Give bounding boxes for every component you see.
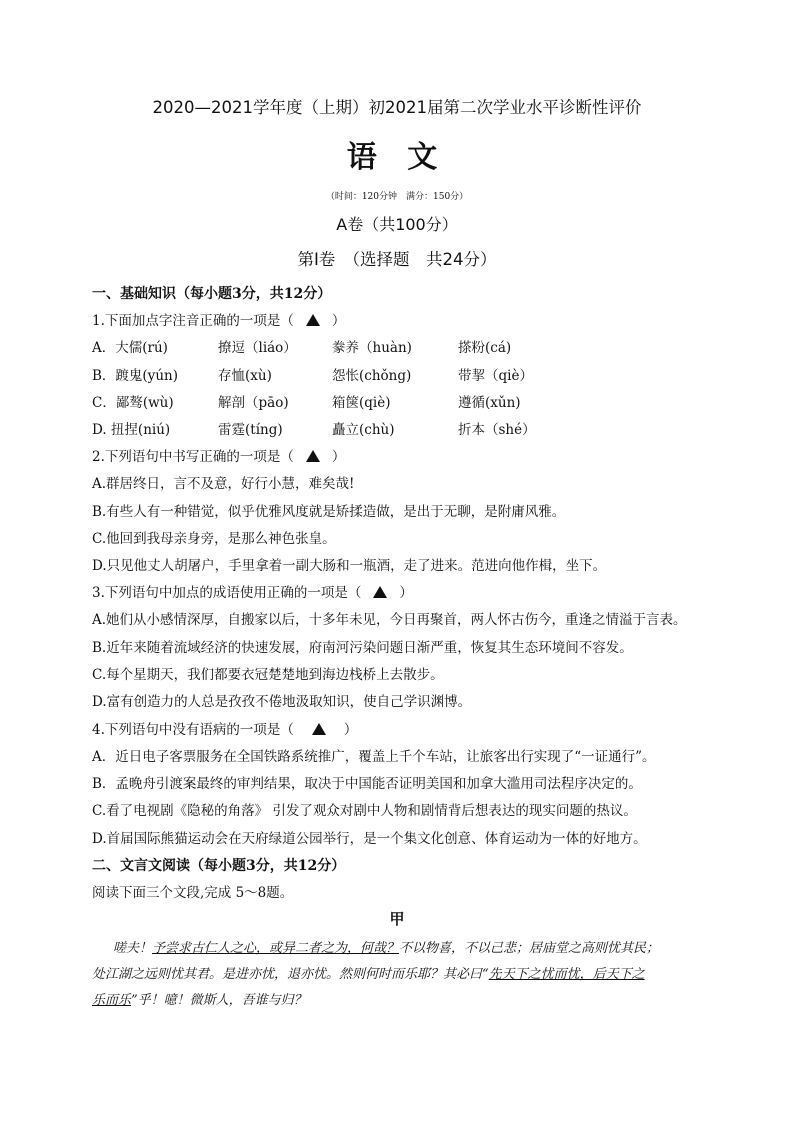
triangle-icon [373,586,387,598]
exam-meta: （时间：120分钟 满分：150分） [325,192,469,202]
passage-line-2b: 先天下之忧而忧，后天下之 [488,967,645,982]
q4-option-a: A．近日电子客票服务在全国铁路系统推广，覆盖上千个车站，让旅客出行实现了“一证通行”。 [92,749,656,765]
q4-stem-close: ） [343,722,358,738]
q4-option-b: B．孟晚舟引渡案最终的审判结果，取决于中国能否证明美国和加拿大滥用司法程序决定的。 [92,776,642,792]
q1-b-4: 带挈（qiè） [458,368,533,384]
q1-b-3: 怨怅(chǒng) [332,368,412,384]
q2-stem-close: ） [331,449,346,465]
q4-stem-text: 4.下列语句中没有语病的一项是（ [92,722,294,738]
passage-line-1 [100,936,659,962]
passage-line-1c: 不以物喜，不以己悲；居庙堂之高则忧其民； [399,941,660,956]
q1-a-3: 豢养（huàn) [332,340,412,356]
q1-c-1: C．鄙骜(wù) [92,395,174,411]
q1-c-3: 箱箧(qiè) [332,395,391,411]
passage-line-2a: 处江湖之远则忧其君。是进亦忧，退亦忧。然则何时而乐耶？其必曰“ [92,967,489,982]
q2-stem-text: 2.下列语句中书写正确的一项是（ [92,449,294,465]
passage-line-3 [92,988,307,1014]
triangle-icon [306,314,320,326]
passage-title: 甲 [389,910,405,928]
q2-option-d: D.只见他丈人胡屠户，手里拿着一副大肠和一瓶酒，走了进来。范进向他作楫，坐下。 [92,558,607,574]
q1-a-4: 搽粉(cá) [458,340,512,356]
q1-d-2: 雷霆(tíng) [218,422,283,438]
q1-stem-text: 1.下面加点字注音正确的一项是（ [92,313,294,329]
q2-option-b: B.有些人有一种错觉，似乎优雅风度就是矫揉造做，是出于无聊，是附庸风雅。 [92,504,566,520]
exam-title: 2020—2021学年度（上期）初2021届第二次学业水平诊断性评价 [152,98,642,117]
passage-line-1a: 嗟夫！ [100,941,153,956]
passage-line-3b: ”乎！噫！微斯人，吾谁与归？ [131,993,307,1008]
subject-title: 语 文 [346,140,448,175]
section2-intro: 阅读下面三个文段,完成 5～8题。 [92,885,294,901]
passage-line-1b: 予尝求古仁人之心，或异二者之为，何哉？ [152,941,400,956]
q1-stem [92,311,345,331]
q1-a-2: 撩逗（liáo） [218,340,297,356]
section2-heading: 二、文言文阅读（每小题3分，共12分） [92,858,346,874]
q3-option-c: C.每个星期天，我们都要衣冠楚楚地到海边栈桥上去散步。 [92,667,444,683]
q1-b-1: B．踱鬼(yún) [92,368,178,384]
q3-stem [92,583,413,603]
triangle-icon [312,723,326,735]
triangle-icon [306,450,320,462]
q1-d-1: D. 扭捏(niú) [92,422,171,438]
volume-1-heading: 第Ⅰ卷 （选择题 共24分） [297,250,497,269]
q3-stem-text: 3.下列语句中加点的成语使用正确的一项是（ [92,585,362,601]
q4-option-d: D.首届国际熊猫运动会在天府绿道公园举行，是一个集文化创意、体育运动为一体的好地方。 [92,831,647,847]
q1-d-4: 折本（shé） [458,422,536,438]
passage-line-2 [92,962,645,988]
q3-option-a: A.她们从小感情深厚，自搬家以后，十多年未见，今日再聚首，两人怀古伤今，重逢之情溢于言表。 [92,612,687,628]
q1-a-1: A．大儒(rú) [92,340,168,356]
q1-d-3: 矗立(chù) [332,422,395,438]
q3-stem-close: ） [399,585,413,601]
q2-option-a: A.群居终日，言不及意，好行小慧，难矣哉! [92,476,355,492]
q1-c-4: 遵循(xǔn) [458,395,521,411]
q1-c-2: 解剖（pāo) [218,395,289,411]
q4-option-c: C.看了电视剧《隐秘的角落》 引发了观众对剧中人物和剧情背后想表达的现实问题的热议。 [92,803,637,819]
q2-option-c: C.他回到我母亲身旁，是那么神色张皇。 [92,531,336,547]
passage-line-3a: 乐而乐 [92,993,132,1008]
q3-option-b: B.近年来随着流域经济的快速发展，府南河污染问题日渐严重，恢复其生态环境间不容发。 [92,640,633,656]
volume-a-heading: A卷（共100分） [336,215,458,234]
q1-stem-close: ） [331,313,346,329]
q3-option-d: D.富有创造力的人总是孜孜不倦地汲取知识，使自己学识渊博。 [92,694,472,710]
q2-stem [92,447,345,467]
section1-heading: 一、基础知识（每小题3分，共12分） [92,286,332,302]
q1-b-2: 存恤(xù) [218,368,272,384]
q4-stem [92,720,357,740]
